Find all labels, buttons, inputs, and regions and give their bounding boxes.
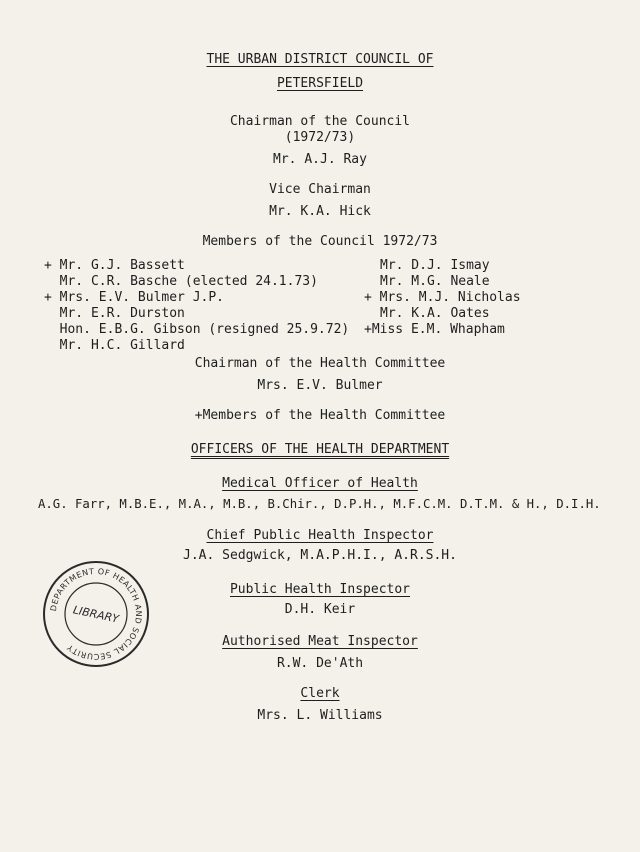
officers-heading: OFFICERS OF THE HEALTH DEPARTMENT (190, 442, 450, 457)
library-stamp (40, 558, 152, 674)
stamp-outer-text: DEPARTMENT OF HEALTH AND SOCIAL SECURITY (49, 566, 144, 662)
clerk-label: Clerk (300, 686, 340, 701)
chairman-period: (1972/73) (284, 130, 356, 145)
health-chairman-name: Mrs. E.V. Bulmer (257, 378, 383, 393)
clerk-name: Mrs. L. Williams (257, 708, 383, 723)
member-entry: Mr. M.G. Neale (380, 274, 490, 289)
member-entry: Mr. K.A. Oates (380, 306, 490, 321)
cphi-name: J.A. Sedgwick, M.A.P.H.I., A.R.S.H. (183, 548, 457, 563)
member-entry: Mr. H.C. Gillard (44, 338, 185, 353)
cphi-label: Chief Public Health Inspector (206, 528, 434, 543)
health-chairman-label: Chairman of the Health Committee (194, 356, 446, 371)
chairman-label: Chairman of the Council (229, 114, 410, 129)
stamp-center-text: LIBRARY (71, 603, 120, 626)
council-town: PETERSFIELD (276, 76, 364, 91)
phi-name: D.H. Keir (284, 602, 356, 617)
member-entry: Mr. E.R. Durston (44, 306, 185, 321)
member-entry: + Mr. G.J. Bassett (44, 258, 185, 273)
member-entry: + Mrs. M.J. Nicholas (364, 290, 521, 305)
council-title: THE URBAN DISTRICT COUNCIL OF (206, 52, 434, 67)
chairman-name: Mr. A.J. Ray (273, 152, 367, 167)
member-entry: + Mrs. E.V. Bulmer J.P. (44, 290, 225, 305)
ami-name: R.W. De'Ath (276, 656, 364, 671)
members-heading: Members of the Council 1972/73 (202, 234, 438, 249)
member-entry: Mr. D.J. Ismay (380, 258, 490, 273)
phi-label: Public Health Inspector (229, 582, 410, 597)
ami-label: Authorised Meat Inspector (222, 634, 418, 649)
member-entry: Hon. E.B.G. Gibson (resigned 25.9.72) (44, 322, 350, 337)
moh-name: A.G. Farr, M.B.E., M.A., M.B., B.Chir., D.P.H., M.F.C.M. D.T.M. & H., D.I.H. (38, 497, 601, 511)
vice-chairman-label: Vice Chairman (269, 182, 371, 197)
member-entry: Mr. C.R. Basche (elected 24.1.73) (44, 274, 318, 289)
moh-label: Medical Officer of Health (222, 476, 418, 491)
member-entry: +Miss E.M. Whapham (364, 322, 505, 337)
vice-chairman-name: Mr. K.A. Hick (269, 204, 371, 219)
health-members-label: +Members of the Health Committee (194, 408, 446, 423)
